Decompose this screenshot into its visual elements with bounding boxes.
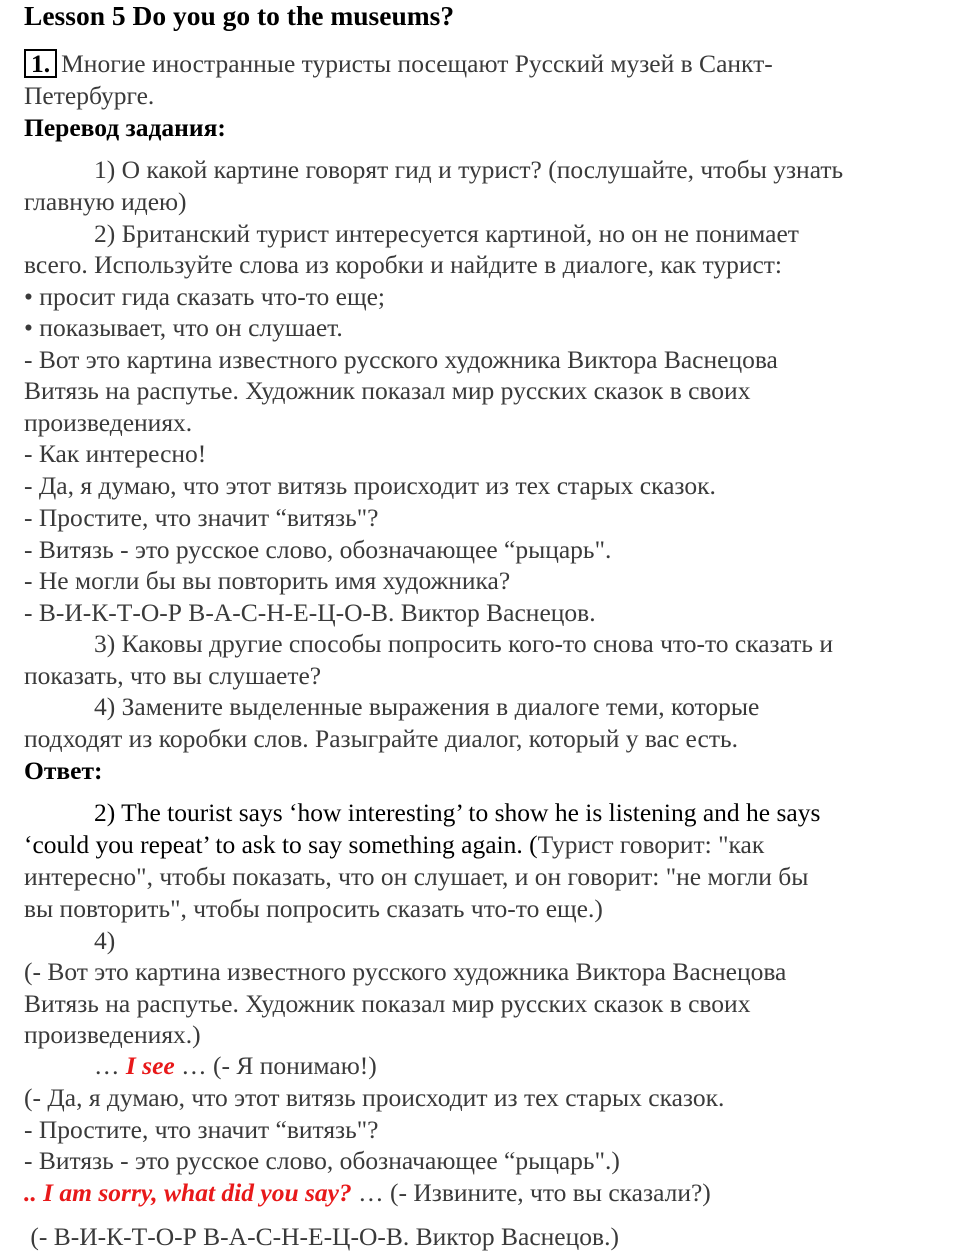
translation-line: всего. Используйте слова из коробки и найдите в диалоге, как турист:	[24, 250, 783, 279]
answer-heading: Ответ:	[24, 756, 103, 785]
task-number-box: 1.	[24, 49, 57, 78]
answer-4-line: Витязь на распутье. Художник показал мир русских сказок в своих	[24, 989, 751, 1018]
translation-line: произведениях.	[24, 408, 193, 437]
translation-line: • показывает, что он слушает.	[24, 313, 343, 342]
translation-line: 4) Замените выделенные выражения в диалоге теми, которые	[94, 692, 760, 721]
answer-4-line: (- Вот это картина известного русского художника Виктора Васнецова	[24, 957, 787, 986]
sorry-highlight: I am sorry, what did you say?	[43, 1178, 352, 1207]
answer-2-russian: Турист говорит: "как	[537, 830, 765, 859]
translation-line: - Вот это картина известного русского художника Виктора Васнецова	[24, 345, 778, 374]
task-text-1: Многие иностранные туристы посещают Русский музей в Санкт-	[61, 49, 773, 78]
sorry-line	[24, 1177, 711, 1208]
translation-line: • просит гида сказать что-то еще;	[24, 282, 386, 311]
sorry-prefix: ..	[24, 1178, 44, 1207]
answer-4-label: 4)	[94, 926, 116, 955]
translation-line: 3) Каковы другие способы попросить кого-то снова что-то сказать и	[94, 629, 834, 658]
answer-2-line-3: интересно", чтобы показать, что он слушает, и он говорит: "не могли бы	[24, 862, 809, 891]
i-see-prefix: …	[94, 1051, 126, 1080]
answer-4-line: (- Да, я думаю, что этот витязь происходит из тех старых сказок.	[24, 1083, 725, 1112]
i-see-line	[94, 1050, 377, 1081]
answer-4-line: - Простите, что значит “витязь"?	[24, 1115, 379, 1144]
i-see-suffix: … (- Я понимаю!)	[174, 1051, 377, 1080]
task-line-1	[24, 48, 773, 79]
answer-2-line-2	[24, 829, 764, 860]
translation-line: 2) Британский турист интересуется картиной, но он не понимает	[94, 219, 799, 248]
answer-2-line-1: 2) The tourist says ‘how interesting’ to show he is listening and he says	[94, 798, 821, 827]
lesson-title: Lesson 5 Do you go to the museums?	[24, 0, 455, 31]
translation-line: подходят из коробки слов. Разыграйте диалог, который у вас есть.	[24, 724, 738, 753]
translation-line: 1) О какой картине говорят гид и турист? (послушайте, чтобы узнать	[94, 155, 844, 184]
translation-line: - Не могли бы вы повторить имя художника?	[24, 566, 511, 595]
i-see-highlight: I see	[125, 1051, 175, 1080]
answer-2-english: ‘could you repeat’ to ask to say something again. (	[24, 830, 538, 859]
translation-line: показать, что вы слушаете?	[24, 661, 322, 690]
translation-line: - Простите, что значит “витязь"?	[24, 503, 379, 532]
translation-line: - Да, я думаю, что этот витязь происходит из тех старых сказок.	[24, 471, 716, 500]
translation-line: Витязь на распутье. Художник показал мир русских сказок в своих	[24, 376, 751, 405]
answer-2-line-4: вы повторить", чтобы попросить сказать что-то еще.)	[24, 894, 603, 923]
translation-line: - Витязь - это русское слово, обозначающее “рыцарь".	[24, 535, 612, 564]
translation-heading: Перевод задания:	[24, 113, 226, 142]
translation-line: - Как интересно!	[24, 439, 207, 468]
translation-line: главную идею)	[24, 187, 187, 216]
task-line-2: Петербурге.	[24, 81, 155, 110]
answer-4-line: произведениях.)	[24, 1020, 201, 1049]
answer-4-line: - Витязь - это русское слово, обозначающее “рыцарь".)	[24, 1146, 620, 1175]
sorry-suffix: … (- Извините, что вы сказали?)	[351, 1178, 711, 1207]
answer-4-last-line: (- В-И-К-Т-О-Р В-А-С-Н-Е-Ц-О-В. Виктор Васнецов.)	[24, 1222, 619, 1251]
translation-line: - В-И-К-Т-О-Р В-А-С-Н-Е-Ц-О-В. Виктор Васнецов.	[24, 598, 596, 627]
